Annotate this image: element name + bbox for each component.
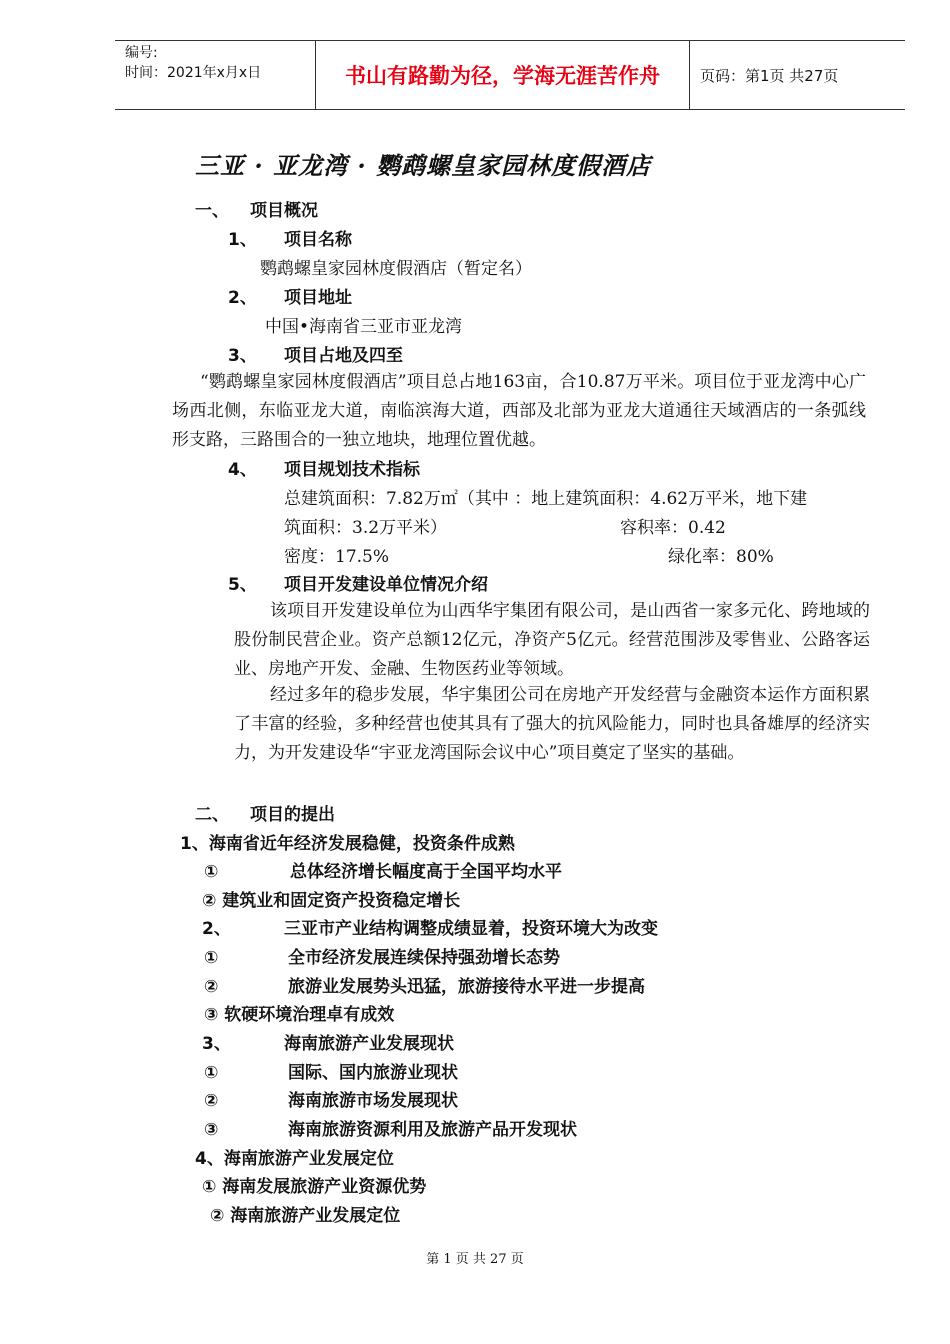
outline-item: ① 总体经济增长幅度高于全国平均水平 bbox=[204, 862, 562, 882]
s1-5-title: 项目开发建设单位情况介绍 bbox=[284, 575, 488, 595]
s1-4-title: 项目规划技术指标 bbox=[284, 460, 420, 480]
header-page-label: 页码：第1页 共27页 bbox=[700, 66, 839, 85]
s1-1-num: 1、 bbox=[228, 230, 257, 250]
s1-4-line3a: 密度：17.5% bbox=[284, 547, 390, 567]
section-2-title: 项目的提出 bbox=[250, 805, 335, 825]
outline-item: ③ 软硬环境治理卓有成效 bbox=[204, 1005, 395, 1025]
s1-1-body: 鹦鹉螺皇家园林度假酒店（暂定名） bbox=[260, 259, 532, 279]
s1-4-num: 4、 bbox=[228, 460, 257, 480]
s1-2-body: 中国•海南省三亚市亚龙湾 bbox=[265, 317, 463, 337]
outline-item: 3、 海南旅游产业发展现状 bbox=[202, 1034, 454, 1054]
section-1-title: 项目概况 bbox=[250, 201, 318, 221]
s1-3-num: 3、 bbox=[228, 346, 257, 366]
outline-item: ① 海南发展旅游产业资源优势 bbox=[202, 1177, 427, 1197]
outline-item: 1、海南省近年经济发展稳健，投资条件成熟 bbox=[180, 834, 515, 854]
s1-1-title: 项目名称 bbox=[284, 230, 352, 250]
outline-item: ① 国际、国内旅游业现状 bbox=[204, 1063, 458, 1083]
s1-5-para2: 经过多年的稳步发展，华宇集团公司在房地产开发经营与金融资本运作方面积累了丰富的经验，多种经营也使其具有了强大的抗风险能力，同时也具备雄厚的经济实力，为开发建设华“宇亚龙湾国际会议中心”项目奠定了坚实的基础。 bbox=[234, 685, 870, 763]
section-1-num: 一、 bbox=[195, 201, 229, 221]
outline-item: 2、 三亚市产业结构调整成绩显着，投资环境大为改变 bbox=[202, 919, 658, 939]
s1-3-title: 项目占地及四至 bbox=[284, 346, 403, 366]
header-meta bbox=[115, 41, 315, 109]
s1-5-num: 5、 bbox=[228, 575, 257, 595]
page-footer: 第 1 页 共 27 页 bbox=[426, 1252, 524, 1267]
page-header bbox=[115, 40, 905, 110]
outline-item: ② 旅游业发展势头迅猛，旅游接待水平进一步提高 bbox=[204, 977, 645, 997]
s1-4-line2b: 容积率：0.42 bbox=[620, 518, 726, 538]
time-label: 时间：2021年x月x日 bbox=[125, 65, 262, 81]
s1-4-line1: 总建筑面积：7.82万㎡（其中 ：地上建筑面积：4.62万平米，地下建 bbox=[284, 489, 808, 509]
s1-4-line3b: 绿化率：80% bbox=[668, 547, 774, 567]
s1-2-title: 项目地址 bbox=[284, 288, 352, 308]
document-title: 三亚 · 亚龙湾 · 鹦鹉螺皇家园林度假酒店 bbox=[195, 151, 652, 180]
s1-3-body: “鹦鹉螺皇家园林度假酒店”项目总占地163亩，合10.87万平米。项目位于亚龙湾中心广场西北侧，东临亚龙大道，南临滨海大道，西部及北部为亚龙大道通往天域酒店的一条弧线形支路，三路围合的一独立地块，地理位置优越。 bbox=[172, 372, 866, 450]
s1-5-para1: 该项目开发建设单位为山西华宇集团有限公司，是山西省一家多元化、跨地域的股份制民营企业。资产总额12亿元，净资产5亿元。经营范围涉及零售业、公路客运业、房地产开发、金融、生物医药业等领域。 bbox=[234, 601, 870, 679]
header-motto: 书山有路勤为径，学海无涯苦作舟 bbox=[315, 41, 690, 109]
section-2-num: 二、 bbox=[195, 805, 229, 825]
number-label: 编号: bbox=[125, 45, 158, 61]
s1-4-line2a: 筑面积：3.2万平米） bbox=[284, 518, 448, 538]
outline-item: ③ 海南旅游资源利用及旅游产品开发现状 bbox=[204, 1120, 577, 1140]
outline-item: ② 海南旅游市场发展现状 bbox=[204, 1091, 458, 1111]
outline-item: ② 海南旅游产业发展定位 bbox=[210, 1206, 401, 1226]
outline-item: ② 建筑业和固定资产投资稳定增长 bbox=[202, 891, 461, 911]
s1-2-num: 2、 bbox=[228, 288, 257, 308]
outline-item: ① 全市经济发展连续保持强劲增长态势 bbox=[204, 948, 560, 968]
outline-item: 4、海南旅游产业发展定位 bbox=[195, 1149, 394, 1169]
